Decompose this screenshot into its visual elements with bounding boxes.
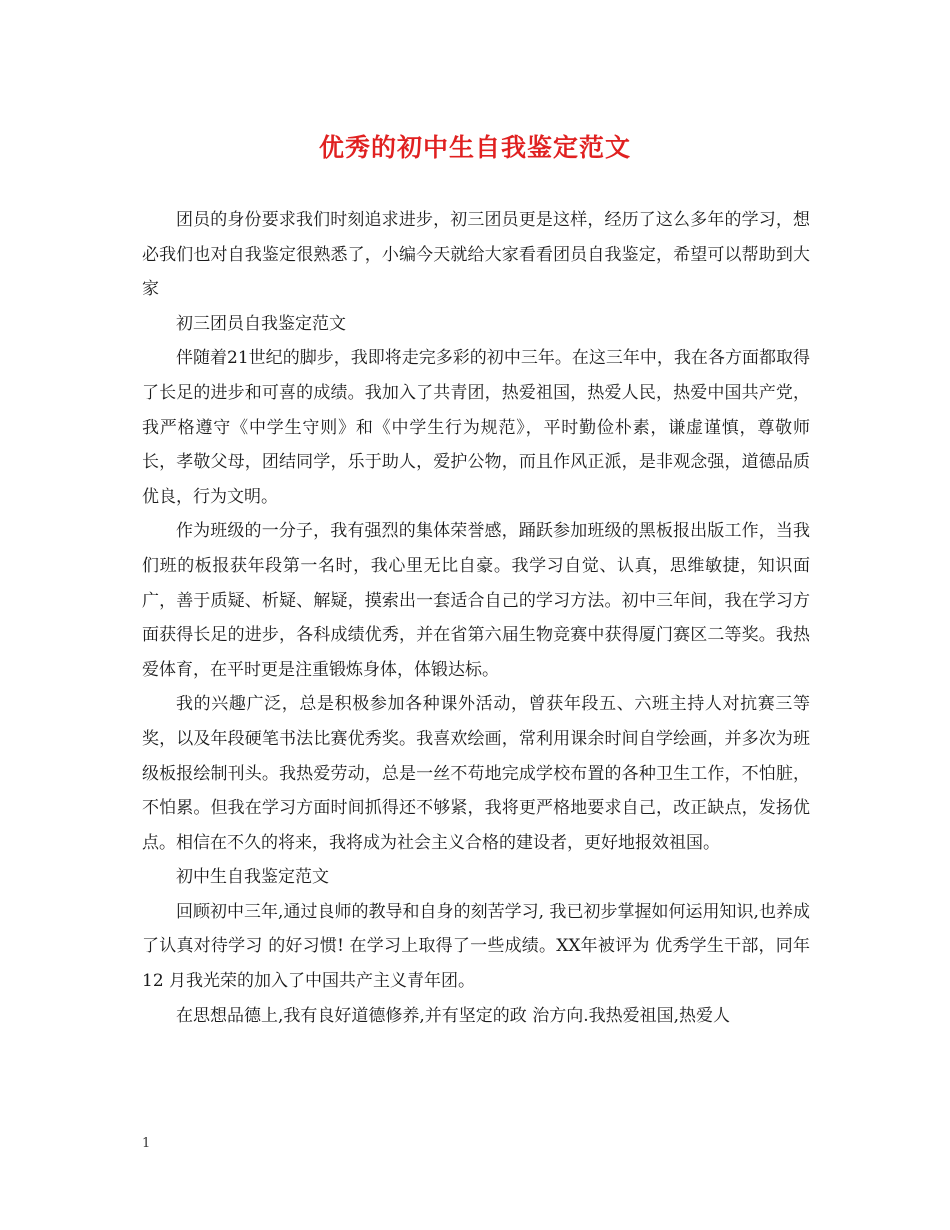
- body-paragraph: 作为班级的一分子，我有强烈的集体荣誉感，踊跃参加班级的黑板报出版工作，当我们班的板报获年段第一名时，我心里无比自豪。我学习自觉、认真，思维敏捷，知识面广，善于质疑、析疑、解疑，摸索出一套适合自己的学习方法。初中三年间，我在学习方面获得长足的进步，各科成绩优秀，并在省第六届生物竞赛中获得厦门赛区二等奖。我热爱体育，在平时更是注重锻炼身体，体锻达标。: [142, 521, 810, 680]
- body-paragraph: 伴随着21世纪的脚步，我即将走完多彩的初中三年。在这三年中，我在各方面都取得了长足的进步和可喜的成绩。我加入了共青团，热爱祖国，热爱人民，热爱中国共产党，我严格遵守《中学生守则》和《中学生行为规范》，平时勤俭朴素，谦虚谨慎，尊敬师长，孝敬父母，团结同学，乐于助人，爱护公物，而且作风正派，是非观念强，道德品质优良，行为文明。: [142, 348, 810, 507]
- document-title: 优秀的初中生自我鉴定范文: [318, 133, 631, 162]
- intro-paragraph: 团员的身份要求我们时刻追求进步，初三团员更是这样，经历了这么多年的学习，想必我们也对自我鉴定很熟悉了，小编今天就给大家看看团员自我鉴定，希望可以帮助到大家: [142, 210, 810, 300]
- body-paragraph: 在思想品德上,我有良好道德修养,并有坚定的政 治方向.我热爱祖国,热爱人: [176, 1005, 731, 1026]
- page-number: 1: [142, 1136, 151, 1151]
- section-heading: 初三团员自我鉴定范文: [176, 313, 346, 334]
- body-paragraph: 回顾初中三年,通过良师的教导和自身的刻苦学习, 我已初步掌握如何运用知识,也养成了认真对待学习 的好习惯! 在学习上取得了一些成绩。XX年被评为 优秀学生干部，同年 12 月我光荣的加入了中国共产主义青年团。: [142, 901, 810, 992]
- body-paragraph: 我的兴趣广泛，总是积极参加各种课外活动，曾获年段五、六班主持人对抗赛三等奖，以及年段硬笔书法比赛优秀奖。我喜欢绘画，常利用课余时间自学绘画，并多次为班级板报绘制刊头。我热爱劳动，总是一丝不苟地完成学校布置的各种卫生工作，不怕脏，不怕累。但我在学习方面时间抓得还不够紧，我将更严格地要求自己，改正缺点，发扬优点。相信在不久的将来，我将成为社会主义合格的建设者，更好地报效祖国。: [142, 694, 810, 853]
- section-heading: 初中生自我鉴定范文: [176, 867, 329, 888]
- document-body: [142, 203, 810, 1033]
